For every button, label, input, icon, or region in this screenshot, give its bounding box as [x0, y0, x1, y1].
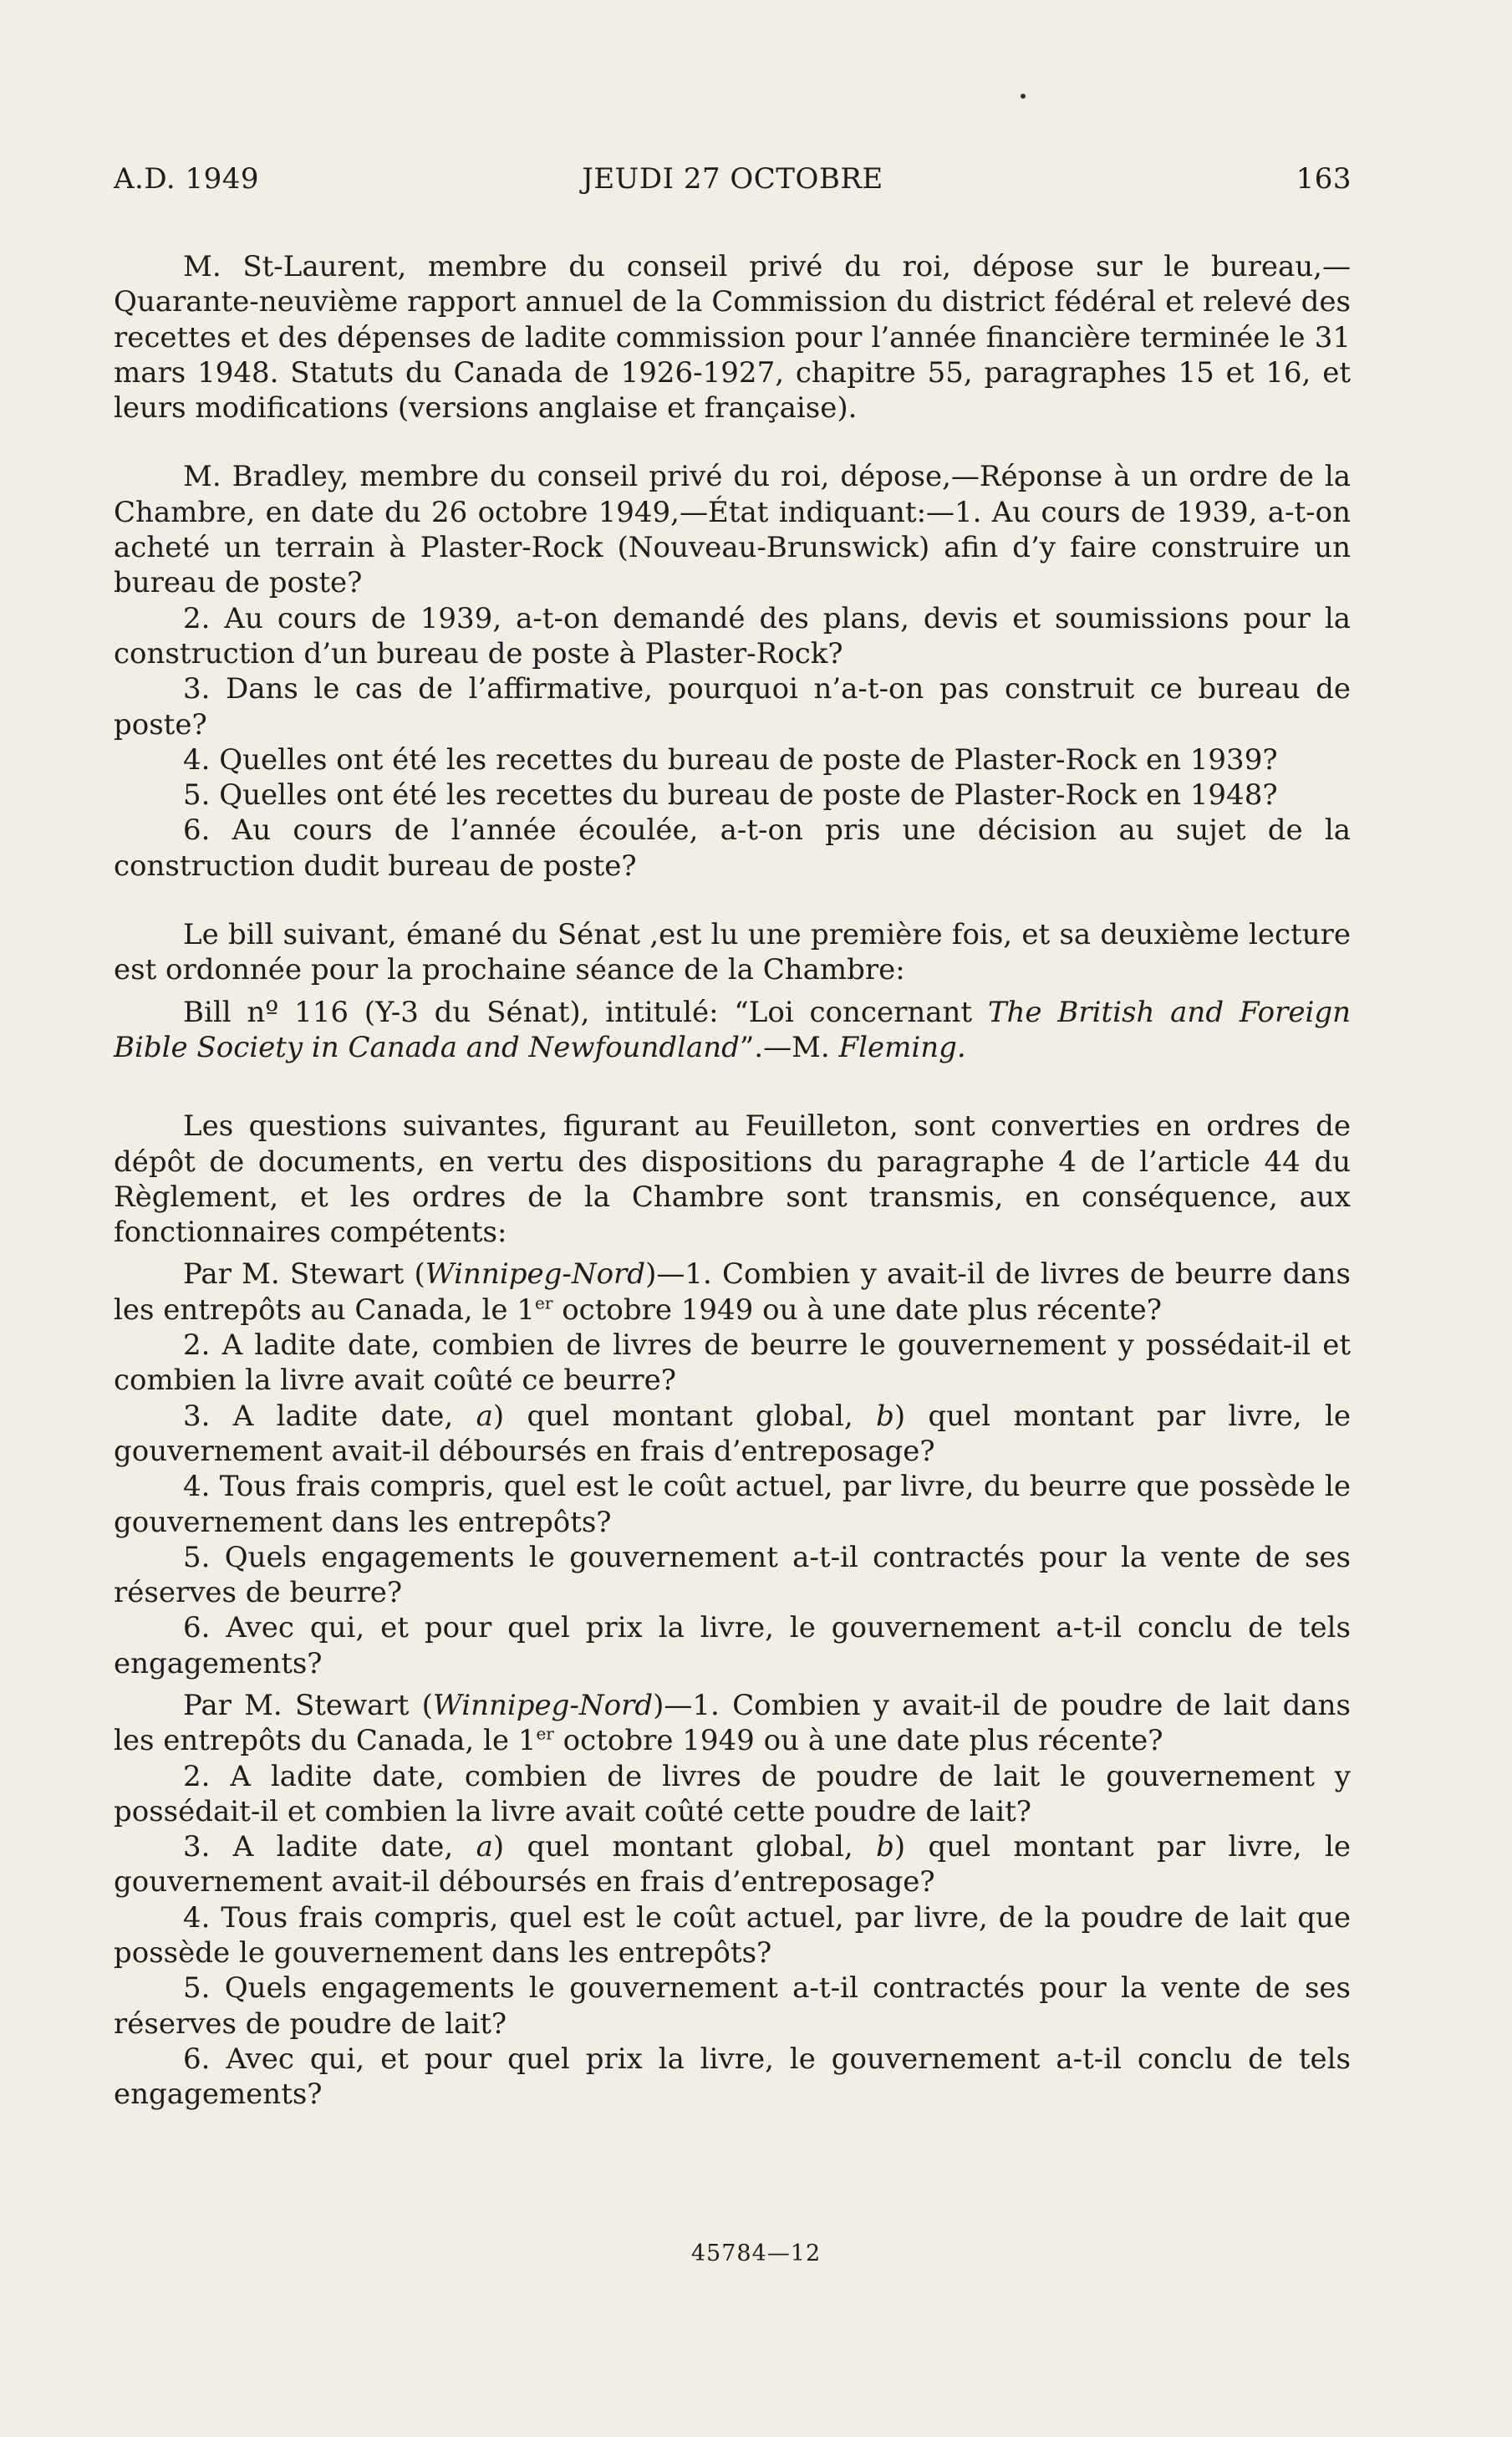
question-butter-4: 4. Tous frais compris, quel est le coût actuel, par livre, du beurre que possède le gouvernement dans les entrepôts?	[114, 1470, 1351, 1539]
bradley-item-5: 5. Quelles ont été les recettes du bureau de poste de Plaster-Rock en 1948?	[183, 778, 1278, 813]
paragraph-bill-116	[114, 995, 1351, 1066]
question-butter-3	[114, 1399, 1351, 1470]
q1-sup: er	[534, 1292, 553, 1313]
header-date: JEUDI 27 OCTOBRE	[582, 162, 883, 196]
bradley-item-6: 6. Au cours de l’année écoulée, a-t-on pris une décision au sujet de la construction dudit bureau de poste?	[114, 813, 1351, 883]
question-milk-4: 4. Tous frais compris, quel est le coût actuel, par livre, de la poudre de lait que possède le gouvernement dans les entrepôts?	[114, 1900, 1351, 1971]
q1-text: )—1. Combien y avait-il de livres de beurre dans les entrepôts au Canada, le 1	[114, 1257, 1352, 1327]
paragraph-bradley: M. Bradley, membre du conseil privé du roi, dépose,—Réponse à un ordre de la Chambre, en date du 26 octobre 1949,—État indiquant:—1. Au cours de 1939, a-t-on acheté un terrain à Plaster-Rock (Nouveau-Brunswick) afin d’y faire construire un bureau de poste?	[114, 460, 1351, 600]
header-year: A.D. 1949	[114, 162, 260, 196]
question-butter-5: 5. Quels engagements le gouvernement a-t-il contractés pour la vente de ses réserves de beurre?	[114, 1540, 1351, 1610]
q2-end: octobre 1949 ou à une date plus récente?	[553, 1724, 1163, 1758]
question-butter-2: 2. A ladite date, combien de livres de beurre le gouvernement y possédait-il et combien la livre avait coûté ce beurre?	[114, 1328, 1351, 1398]
bradley-item-4: 4. Quelles ont été les recettes du bureau de poste de Plaster-Rock en 1939?	[183, 742, 1278, 777]
q2-riding: Winnipeg-Nord	[432, 1688, 654, 1722]
q1-end: octobre 1949 ou à une date plus récente?	[552, 1292, 1162, 1327]
question-milk-5: 5. Quels engagements le gouvernement a-t-il contractés pour la vente de ses réserves de poudre de lait?	[114, 1971, 1351, 2041]
page-footer-code: 45784—12	[690, 2241, 822, 2266]
q2-text: )—1. Combien y avait-il de poudre de lait dans les entrepôts du Canada, le 1	[114, 1688, 1351, 1758]
bill-text: Bill nº 116 (Y-3 du Sénat), intitulé: “Loi concernant	[183, 995, 988, 1029]
question-milk-6: 6. Avec qui, et pour quel prix la livre, le gouvernement a-t-il conclu de tels engagements?	[114, 2042, 1351, 2112]
q2-3-b: b	[876, 1830, 894, 1864]
page-body	[114, 249, 1351, 2113]
question-milk-3	[114, 1829, 1351, 1900]
paragraph-questions-intro: Les questions suivantes, figurant au Feuilleton, sont converties en ordres de dépôt de documents, en vertu des dispositions du paragraphe 4 de l’article 44 du Règlement, et les ordres de la Chambre sont transmis, en conséquence, aux fonctionnaires compétents:	[114, 1109, 1351, 1250]
q1-riding: Winnipeg-Nord	[425, 1257, 646, 1292]
q2-3-end: ) quel montant par livre, le gouvernement avait-il déboursés en frais d’entreposage?	[114, 1830, 1351, 1899]
bill-sponsor: Fleming.	[838, 1030, 966, 1064]
paragraph-senate-bill: Le bill suivant, émané du Sénat ,est lu une première fois, et sa deuxième lecture est ordonnée pour la prochaine séance de la Chambre:	[114, 918, 1351, 987]
question-milk-1	[114, 1688, 1351, 1759]
question-butter-1	[114, 1257, 1351, 1328]
question-butter-6: 6. Avec qui, et pour quel prix la livre, le gouvernement a-t-il conclu de tels engagements?	[114, 1611, 1351, 1680]
q2-3-text: 3. A ladite date,	[183, 1830, 476, 1864]
q1-3-end: ) quel montant par livre, le gouvernement avait-il déboursés en frais d’entreposage?	[114, 1399, 1351, 1468]
page-number: 163	[1296, 162, 1352, 196]
q2-prefix: Par M. Stewart (	[183, 1688, 433, 1722]
q1-3-b: b	[876, 1399, 894, 1433]
bradley-item-2: 2. Au cours de 1939, a-t-on demandé des plans, devis et soumissions pour la construction d’un bureau de poste à Plaster-Rock?	[114, 601, 1351, 670]
bradley-item-3: 3. Dans le cas de l’affirmative, pourquoi n’a-t-on pas construit ce bureau de poste?	[114, 672, 1351, 742]
q2-3-a: a	[476, 1830, 493, 1864]
question-milk-2: 2. A ladite date, combien de livres de poudre de lait le gouvernement y possédait-il et combien la livre avait coûté cette poudre de lait?	[114, 1759, 1351, 1828]
paragraph-st-laurent: M. St-Laurent, membre du conseil privé du roi, dépose sur le bureau,—Quarante-neuvième rapport annuel de la Commission du district fédéral et relevé des recettes et des dépenses de ladite commission pour l’année financière terminée le 31 mars 1948. Statuts du Canada de 1926-1927, chapitre 55, paragraphes 15 et 16, et leurs modifications (versions anglaise et française).	[114, 250, 1351, 426]
q1-3-mid: ) quel montant global,	[492, 1399, 877, 1433]
bill-title: The British and Foreign Bible Society in Canada and Newfoundland	[114, 995, 1351, 1064]
q2-3-mid: ) quel montant global,	[492, 1830, 877, 1864]
bill-sep: ”.—M.	[739, 1030, 839, 1064]
q1-3-a: a	[476, 1399, 493, 1433]
q2-sup: er	[536, 1723, 554, 1744]
page-header	[114, 157, 1352, 201]
q1-prefix: Par M. Stewart (	[183, 1257, 425, 1292]
q1-3-text: 3. A ladite date,	[183, 1399, 476, 1433]
ink-speck	[1021, 94, 1026, 99]
